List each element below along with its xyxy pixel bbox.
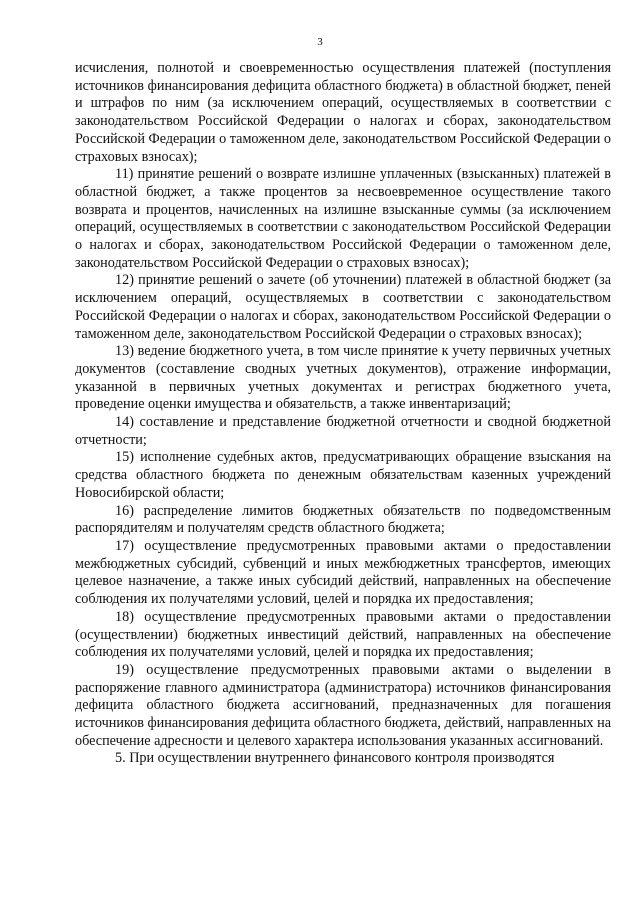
paragraph-continuation: исчисления, полнотой и своевременностью осуществления платежей (поступления источников финансирования дефицита областного бюджета) в областной бюджет, пеней и штрафов по ним (за исключением операций, осуществляемых в соответствии с законодательством Российской Федерации о налогах и сборах, законодательством Российской Федерации о таможенном деле, законодательством Российской Федерации о страховых взносах); bbox=[75, 60, 611, 165]
paragraph-item-13: 13) ведение бюджетного учета, в том числе принятие к учету первичных учетных документов (составление сводных учетных документов), отражение информации, указанной в первичных учетных документах и регистрах бюджетного учета, проведение оценки имущества и обязательств, а также инвентаризаций; bbox=[75, 343, 611, 413]
document-body bbox=[75, 60, 611, 768]
paragraph-item-16: 16) распределение лимитов бюджетных обязательств по подведомственным распорядителям и получателям средств областного бюджета; bbox=[75, 502, 611, 537]
paragraph-item-19: 19) осуществление предусмотренных правовыми актами о выделении в распоряжение главного администратора (администратора) источников финансирования дефицита областного бюджета ассигнований, предназначенных для погашения источников финансирования дефицита областного бюджета, действий, направленных на обеспечение адресности и целевого характера использования указанных ассигнований. bbox=[75, 661, 611, 749]
paragraph-item-11: 11) принятие решений о возврате излишне уплаченных (взысканных) платежей в областной бюджет, а также процентов за несвоевременное осуществление такого возврата и процентов, начисленных на излишне взысканные суммы (за исключением операций, осуществляемых в соответствии с законодательством Российской Федерации о налогах и сборах, законодательством Российской Федерации о таможенном деле, законодательством Российской Федерации о страховых взносах); bbox=[75, 166, 611, 271]
paragraph-item-17: 17) осуществление предусмотренных правовыми актами о предоставлении межбюджетных субсидий, субвенций и иных межбюджетных трансфертов, имеющих целевое назначение, а также иных субсидий действий, направленных на обеспечение соблюдения их получателями условий, целей и порядка их предоставления; bbox=[75, 537, 611, 608]
paragraph-item-14: 14) составление и представление бюджетной отчетности и сводной бюджетной отчетности; bbox=[75, 414, 611, 448]
paragraph-item-18: 18) осуществление предусмотренных правовыми актами о предоставлении (осуществлении) бюджетных инвестиций действий, направленных на обеспечение соблюдения их получателями условий, целей и порядка их предоставления; bbox=[75, 608, 611, 661]
page-number: 3 bbox=[317, 36, 323, 48]
paragraph-item-12: 12) принятие решений о зачете (об уточнении) платежей в областной бюджет (за исключением операций, осуществляемых в соответствии с законодательством Российской Федерации о налогах и сборах, законодательством Российской Федерации о таможенном деле, законодательством Российской Федерации о страховых взносах); bbox=[75, 272, 611, 342]
paragraph-section-5: 5. При осуществлении внутреннего финансового контроля производятся bbox=[115, 750, 555, 767]
paragraph-item-15: 15) исполнение судебных актов, предусматривающих обращение взыскания на средства областного бюджета по денежным обязательствам казенных учреждений Новосибирской области; bbox=[75, 449, 611, 501]
